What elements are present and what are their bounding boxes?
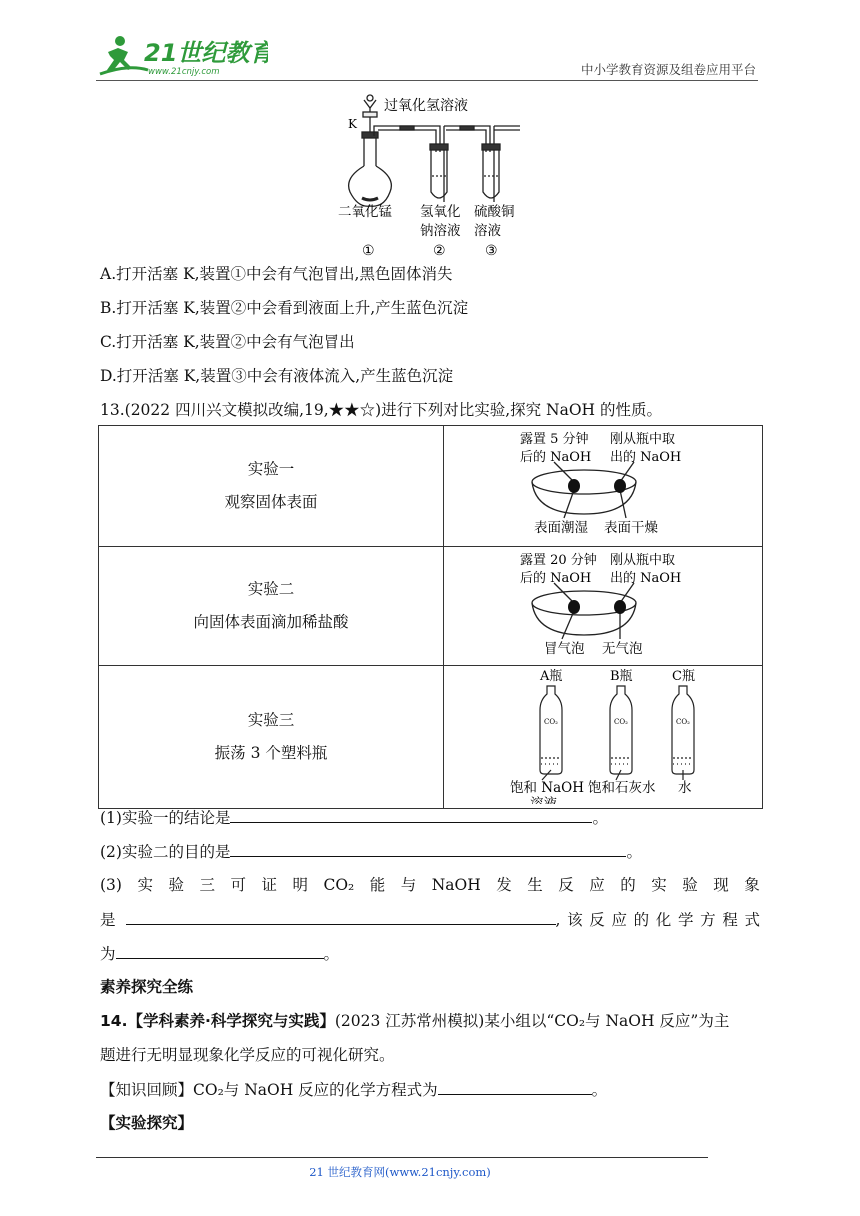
exp1-figure [444, 426, 762, 542]
svg-text:水: 水 [678, 780, 692, 796]
exp2-title: 实验二 [247, 580, 295, 598]
site-logo [98, 34, 268, 78]
header-divider [96, 80, 758, 81]
svg-text:表面干燥: 表面干燥 [604, 520, 658, 536]
runner-icon [100, 36, 148, 74]
naoh-sample-b [614, 600, 626, 614]
svg-text:硫酸铜: 硫酸铜 [474, 204, 515, 220]
svg-text:氢氧化: 氢氧化 [420, 204, 461, 220]
plastic-bottle-c [672, 686, 694, 774]
exp3-figure [444, 666, 762, 804]
table-row [99, 666, 763, 809]
svg-text:③: ③ [485, 243, 498, 259]
exp2-desc: 向固体表面滴加稀盐酸 [193, 613, 349, 631]
option-a: A.打开活塞 K,装置①中会有气泡冒出,黑色固体消失 [100, 265, 453, 283]
svg-text:刚从瓶中取: 刚从瓶中取 [610, 432, 676, 447]
exp3-desc: 振荡 3 个塑料瓶 [214, 744, 328, 762]
svg-text:后的 NaOH: 后的 NaOH [520, 571, 592, 586]
exp1-title: 实验一 [247, 460, 295, 478]
footer-divider [96, 1157, 708, 1158]
section-title: 素养探究全练 [100, 978, 194, 996]
experiment-table [98, 425, 763, 809]
answer-blank-1 [230, 806, 592, 823]
naoh-sample-a [568, 600, 580, 614]
exp2-figure [444, 547, 762, 661]
option-b: B.打开活塞 K,装置②中会看到液面上升,产生蓝色沉淀 [100, 299, 469, 317]
subq-3-line3: 为 。 [100, 942, 339, 965]
svg-text:出的 NaOH: 出的 NaOH [610, 571, 682, 586]
svg-text:CO₂: CO₂ [676, 718, 690, 726]
apparatus-diagram [330, 92, 540, 260]
svg-text:②: ② [433, 243, 446, 259]
flask-label: 二氧化锰 [338, 204, 392, 220]
question-13-stem: 13.(2022 四川兴文模拟改编,19,★★☆)进行下列对比实验,探究 NaOH 的性质。 [100, 401, 663, 419]
experiment-explore: 【实验探究】 [100, 1114, 194, 1132]
svg-text:无气泡: 无气泡 [602, 641, 643, 657]
svg-text:饱和石灰水: 饱和石灰水 [588, 780, 656, 796]
answer-blank-2 [230, 840, 626, 857]
svg-text:表面潮湿: 表面潮湿 [534, 520, 588, 536]
option-c: C.打开活塞 K,装置②中会有气泡冒出 [100, 333, 355, 351]
svg-text:A瓶: A瓶 [540, 669, 563, 684]
plastic-bottle-a [540, 686, 562, 774]
knowledge-review: 【知识回顾】CO₂与 NaOH 反应的化学方程式为 。 [100, 1078, 607, 1101]
table-row [99, 547, 763, 666]
subq-2: (2)实验二的目的是 。 [100, 840, 642, 863]
svg-text:露置 20 分钟: 露置 20 分钟 [520, 553, 597, 568]
subq-3-line1: (3) 实 验 三 可 证 明 CO₂ 能 与 NaOH 发 生 反 应 的 实 验 现 象 [100, 876, 760, 894]
svg-text:出的 NaOH: 出的 NaOH [610, 450, 682, 465]
question-14-line2: 题进行无明显现象化学反应的可视化研究。 [100, 1046, 395, 1064]
svg-text:溶液: 溶液 [474, 223, 501, 239]
svg-text:C瓶: C瓶 [672, 669, 695, 684]
platform-name: 中小学教育资源及组卷应用平台 [580, 62, 756, 77]
svg-text:溶液: 溶液 [530, 796, 557, 804]
svg-text:露置 5 分钟: 露置 5 分钟 [520, 432, 589, 447]
answer-blank-5 [438, 1078, 592, 1095]
svg-text:CO₂: CO₂ [614, 718, 628, 726]
answer-blank-4 [116, 942, 324, 959]
svg-text:www.21cnjy.com: www.21cnjy.com [148, 67, 220, 77]
subq-1: (1)实验一的结论是 。 [100, 806, 608, 829]
naoh-sample-b [614, 479, 626, 493]
footer-link[interactable]: 21 世纪教育网(www.21cnjy.com) [309, 1165, 491, 1179]
answer-blank-3 [126, 908, 556, 925]
subq-3-line2: 是 , 该 反 应 的 化 学 方 程 式 [100, 908, 760, 931]
svg-text:21世纪教育: 21世纪教育 [144, 39, 268, 67]
svg-text:刚从瓶中取: 刚从瓶中取 [610, 553, 676, 568]
naoh-sample-a [568, 479, 580, 493]
svg-text:饱和 NaOH: 饱和 NaOH [510, 780, 584, 796]
exp3-title: 实验三 [247, 711, 295, 729]
plastic-bottle-b [610, 686, 632, 774]
svg-text:CO₂: CO₂ [544, 718, 558, 726]
svg-text:冒气泡: 冒气泡 [544, 641, 585, 657]
svg-text:钠溶液: 钠溶液 [420, 223, 461, 239]
svg-text:后的 NaOH: 后的 NaOH [520, 450, 592, 465]
svg-text:B瓶: B瓶 [610, 669, 633, 684]
valve-label: K [348, 117, 357, 131]
question-14-line1: 14.【学科素养·科学探究与实践】(2023 江苏常州模拟)某小组以“CO₂与 NaOH 反应”为主 [100, 1012, 730, 1030]
reagent-label: 过氧化氢溶液 [384, 98, 468, 114]
table-row [99, 426, 763, 547]
svg-text:①: ① [362, 243, 375, 259]
option-d: D.打开活塞 K,装置③中会有液体流入,产生蓝色沉淀 [100, 367, 454, 385]
exp1-desc: 观察固体表面 [224, 493, 318, 511]
